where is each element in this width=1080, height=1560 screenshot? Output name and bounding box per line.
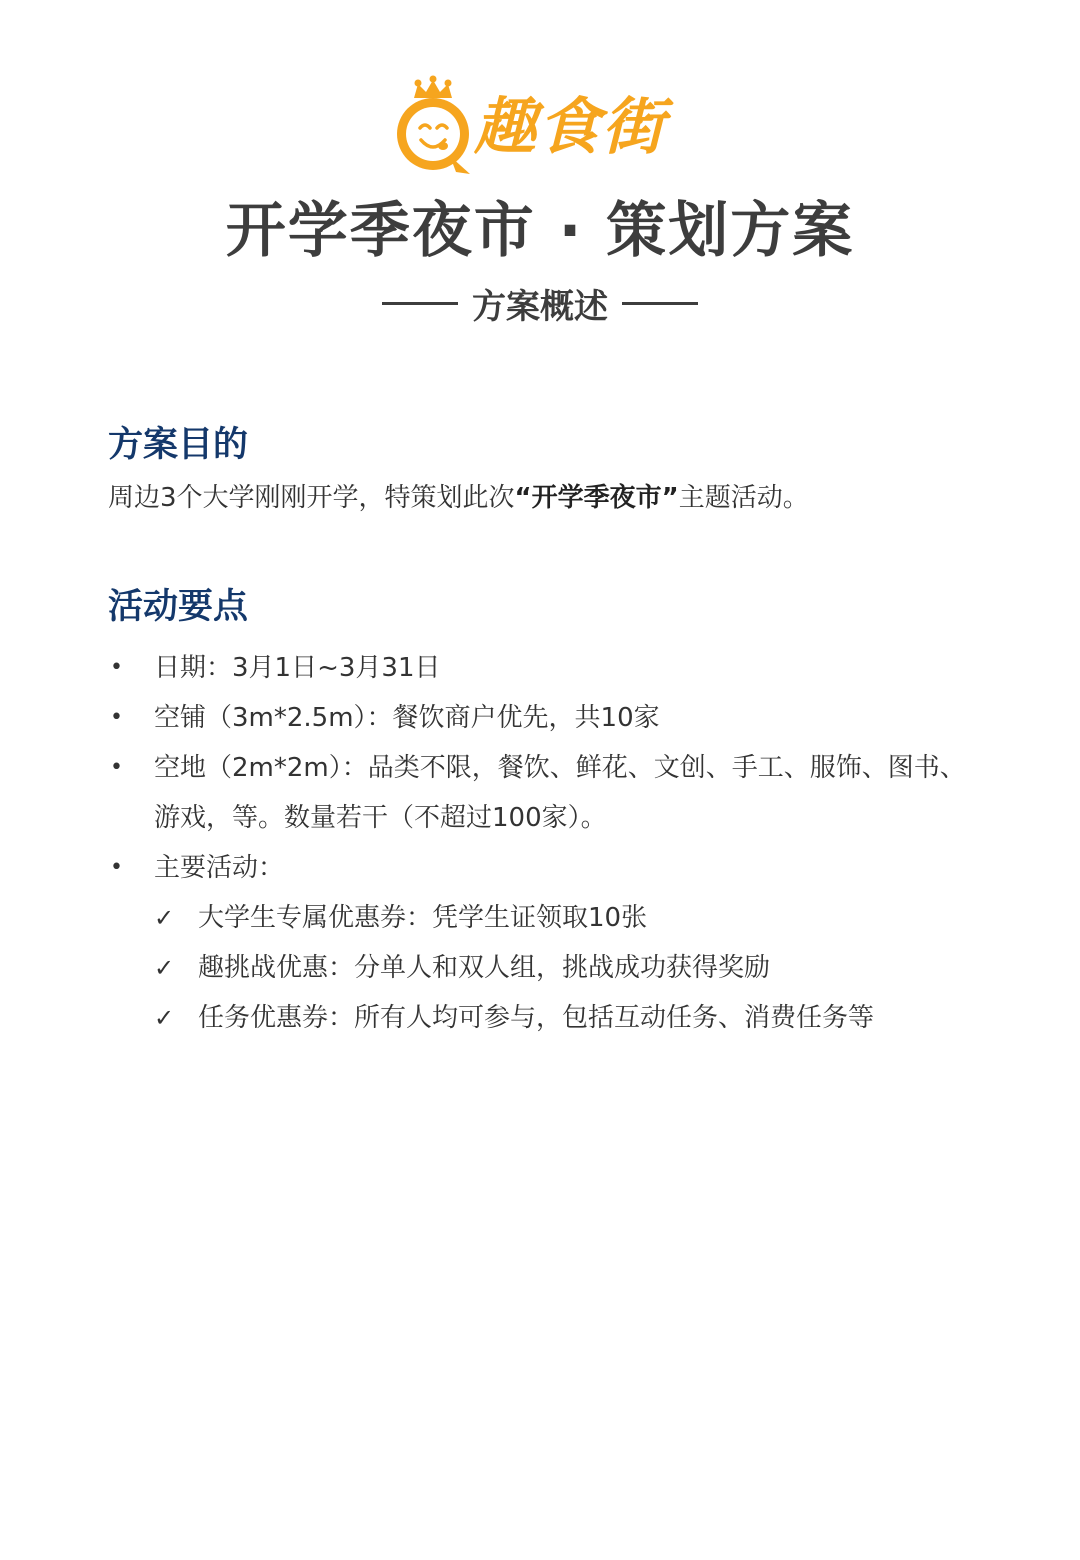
bullet-icon: • [110,755,123,780]
activities-list [154,893,988,1043]
subtitle-row [0,280,1080,326]
page-title: 开学季夜市 · 策划方案 [225,196,855,266]
point-text: 主要活动： [154,853,285,883]
purpose-text-after: 主题活动。 [678,483,809,513]
logo [388,74,698,178]
activity-text: 任务优惠券：所有人均可参与，包括互动任务、消费任务等 [198,1003,875,1033]
list-item [108,843,988,1043]
subtitle-left-line [382,302,458,305]
section-heading-points: 活动要点 [108,587,249,627]
points-list [108,643,988,1043]
subtitle: 方案概述 [472,286,608,327]
point-text: 空铺（3m*2.5m）：餐饮商户优先，共10家 [154,703,660,733]
activity-text: 趣挑战优惠：分单人和双人组，挑战成功获得奖励 [198,953,771,983]
list-item [108,643,988,693]
purpose-text [108,480,809,516]
check-icon: ✓ [154,954,175,982]
bullet-icon: • [110,705,123,730]
activity-item [154,993,988,1043]
bullet-icon: • [110,855,123,880]
list-item [108,743,988,843]
logo-text: 趣食街 [474,90,667,163]
activity-item [154,943,988,993]
smiley-crown-logo-icon [388,74,478,178]
activity-text: 大学生专属优惠券：凭学生证领取10张 [198,903,648,933]
point-text: 日期：3月1日~3月31日 [154,653,441,683]
bullet-icon: • [110,655,123,680]
list-item [108,693,988,743]
point-text: 空地（2m*2m）：品类不限，餐饮、鲜花、文创、手工、服饰、图书、游戏，等。数量若干（不超过100家）。 [154,753,966,833]
section-heading-purpose: 方案目的 [108,425,249,465]
purpose-text-before: 周边3个大学刚刚开学，特策划此次 [108,483,515,513]
check-icon: ✓ [154,1004,175,1032]
purpose-highlight: “开学季夜市” [514,483,679,513]
activity-item [154,893,988,943]
subtitle-right-line [622,302,698,305]
check-icon: ✓ [154,904,175,932]
